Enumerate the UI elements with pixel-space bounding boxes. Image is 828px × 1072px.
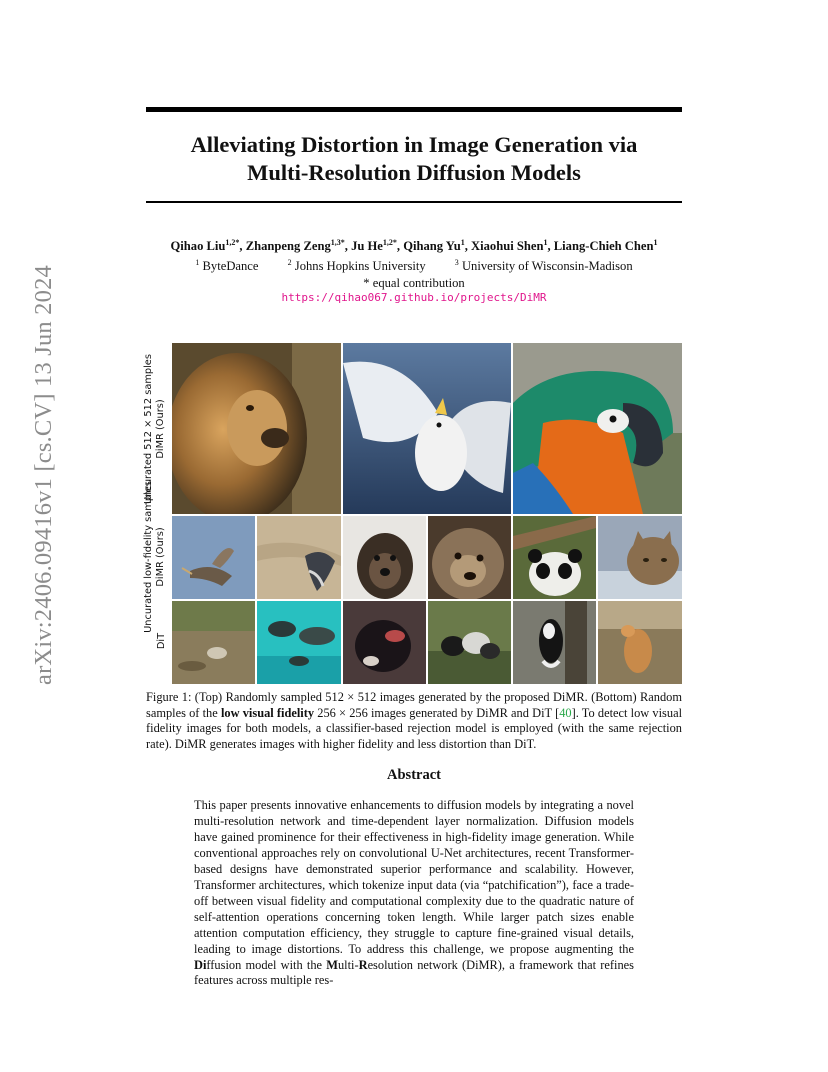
title-rule-bottom xyxy=(146,201,682,203)
black-white-monkey-image xyxy=(513,601,596,684)
tabby-cat-image xyxy=(598,516,682,599)
black-bird-image xyxy=(343,601,426,684)
seal-image xyxy=(257,516,341,599)
figure-caption: Figure 1: (Top) Randomly sampled 512 × 512 images generated by the proposed DiMR. (Bottom) Random samples of the low visual fidelity 256 × 256 images generated by DiMR and DiT [40]. To detect low visual fidelity images for both models, a classifier-based rejection model is employed (with the same rejection rate). DiMR generates images with higher fidelity and less distortion than DiT. xyxy=(146,690,683,751)
cockatoo-image xyxy=(343,343,511,514)
ground-bird-image xyxy=(172,601,255,684)
shaggy-dog-image xyxy=(428,516,511,599)
author: Ju $He^{1,2*}$ xyxy=(351,238,397,253)
panda-image xyxy=(513,516,596,599)
turtle-in-water-image xyxy=(257,601,341,684)
author: Liang-Chieh Chen$^1$ xyxy=(553,238,658,253)
orange-dog-image xyxy=(598,601,682,684)
figure-image-grid xyxy=(172,343,682,684)
paper-title xyxy=(146,131,682,187)
affiliation: $^1$ ByteDance xyxy=(195,258,259,273)
affiliation: $^2$ Johns Hopkins University xyxy=(287,258,426,273)
author: Qihang Yu$^1$ xyxy=(403,238,465,253)
terrier-dog-image xyxy=(343,516,426,599)
citation-link[interactable]: 40 xyxy=(559,705,572,720)
abstract-heading: Abstract xyxy=(387,767,441,783)
abstract-text: This paper presents innovative enhancements to diffusion models by integrating a novel multi-resolution network and time-dependent layer normalization. Diffusion models have gained prominence for their effectiveness in high-fidelity image generation. While conventional approaches rely on convolutional U-Net architectures, recent Transformer-based designs have demonstrated superior performance and scalability. However, Transformer architectures, which tokenize input data (via “patchification”), face a trade-off between visual fidelity and computational complexity due to the quadratic nature of self-attention operations concerning token length. While larger patch sizes enable attention computation efficiency, they struggle to capture fine-grained visual details, leading to image distortions. To address this challenge, we propose augmenting the Diffusion model with the Multi-Resolution network (DiMR), a framework that refines features across multiple res- xyxy=(194,798,634,988)
dog-pack-image xyxy=(428,601,511,684)
equal-contribution-note: * equal contribution xyxy=(363,276,465,290)
author-list: Qihao Liu$^{1,2*}$, Zhanpeng Zeng$^{1,3*}$, Ju $He^{1,2*}$, Qihang Yu$^1$, Xiaohui Shen$^1$, Liang-Chieh Chen$^1$ xyxy=(170,238,658,253)
title-line-1: Alleviating Distortion in Image Generation via xyxy=(190,132,638,157)
macaw-image xyxy=(513,343,682,514)
title-rule-top xyxy=(146,107,682,112)
title-line-2: Multi-Resolution Diffusion Models xyxy=(247,160,581,185)
author: Xiaohui Shen$^1$ xyxy=(471,238,548,253)
project-url-link[interactable]: https://qihao067.github.io/projects/DiMR xyxy=(281,291,547,304)
author: Zhanpeng Zeng$^{1,3*}$ xyxy=(245,238,345,253)
author: Qihao Liu$^{1,2*}$ xyxy=(170,238,240,253)
affiliation: $^3$ University of Wisconsin-Madison xyxy=(454,258,633,273)
pelican-image xyxy=(172,516,255,599)
lion-image xyxy=(172,343,341,514)
affiliation-list xyxy=(120,258,708,274)
